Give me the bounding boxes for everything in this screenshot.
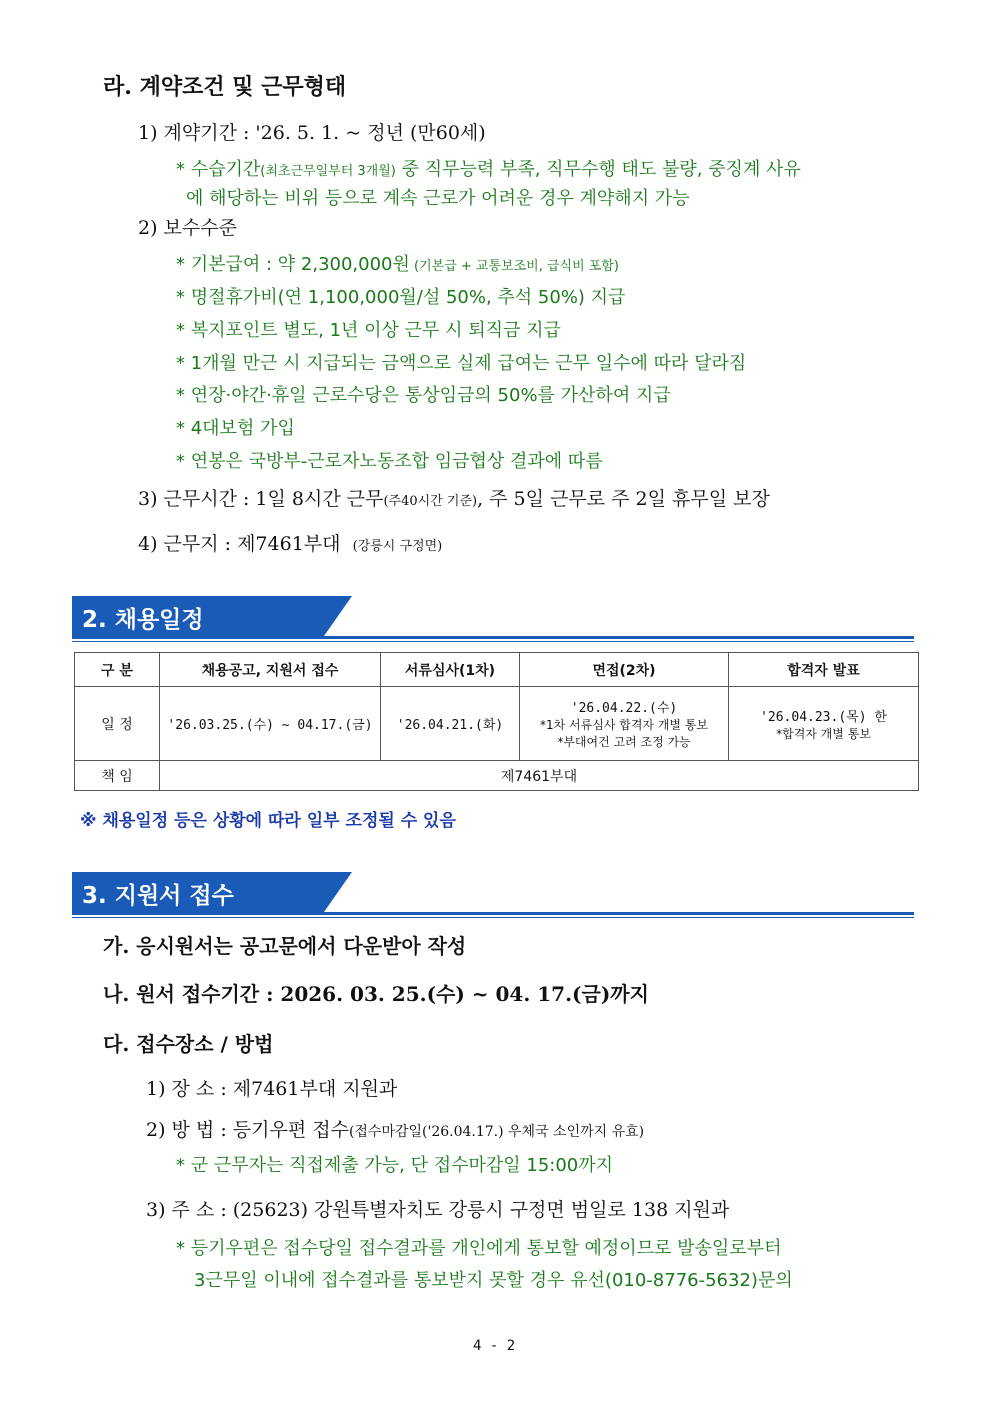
place-line	[138, 529, 442, 556]
schedule-table	[74, 652, 919, 791]
pay-item-main: * 1개월 만근 시 지급되는 금액으로 실제 급여는 근무 일수에 따라 달라짐	[176, 353, 747, 374]
place-sub: (강릉시 구정면)	[352, 539, 443, 554]
table-row	[75, 761, 919, 791]
hours-main: 3) 근무시간 : 1일 8시간 근무	[138, 488, 384, 510]
pay-item	[176, 283, 625, 309]
page-number: 4 - 2	[473, 1338, 516, 1354]
section3-header	[72, 872, 914, 916]
place-main: 4) 근무지 : 제7461부대	[138, 533, 341, 555]
section2-title: 2. 채용일정	[82, 607, 204, 633]
cell-announce: '26.03.25.(수) ~ 04.17.(금)	[160, 687, 381, 761]
item-ga: 가. 응시원서는 공고문에서 다운받아 작성	[103, 934, 467, 958]
th-result: 합격자 발표	[729, 653, 919, 687]
cell-document: '26.04.21.(화)	[381, 687, 520, 761]
address-note-2: 3근무일 이내에 접수결과를 통보받지 못할 경우 유선(010-8776-5632)문의	[194, 1270, 793, 1291]
address-note-1: * 등기우편은 접수당일 접수결과를 개인에게 통보할 예정이므로 발송일로부터	[176, 1238, 782, 1259]
probation-label: * 수습기간	[176, 159, 261, 180]
interview-date: '26.04.22.(수)	[570, 701, 678, 716]
table-row	[75, 687, 919, 761]
probation-line-1	[176, 155, 801, 181]
hours-line	[138, 484, 770, 511]
method-sub: (접수마감일('26.04.17.) 우체국 소인까지 유효)	[348, 1124, 645, 1140]
th-interview: 면접(2차)	[520, 653, 729, 687]
receipt-address: 3) 주 소 : (25623) 강원특별자치도 강릉시 구정면 범일로 138 지원과	[146, 1199, 730, 1221]
cell-responsible: 제7461부대	[160, 761, 919, 791]
pay-item-main: * 기본급여 : 약 2,300,000원	[176, 254, 410, 275]
contract-heading: 라. 계약조건 및 근무형태	[103, 74, 347, 100]
pay-item	[176, 316, 561, 342]
section2-header	[72, 596, 914, 640]
interview-note-1: *1차 서류심사 합격자 개별 통보	[540, 718, 708, 732]
cell-result	[729, 687, 919, 761]
result-date: '26.04.23.(목) 한	[760, 709, 887, 725]
pay-item	[176, 250, 619, 276]
method-main: 2) 방 법 : 등기우편 접수	[146, 1119, 349, 1141]
contract-period: 1) 계약기간 : '26. 5. 1. ~ 정년 (만60세)	[138, 122, 486, 144]
pay-item-sub: (기본급 + 교통보조비, 급식비 포함)	[409, 259, 619, 274]
pay-heading: 2) 보수수준	[138, 217, 237, 239]
pay-item	[176, 381, 671, 407]
hours-rest: , 주 5일 근무로 주 2일 휴무일 보장	[477, 488, 770, 510]
section3-title: 3. 지원서 접수	[82, 883, 234, 909]
pay-item-main: * 복지포인트 별도, 1년 이상 근무 시 퇴직금 지급	[176, 320, 561, 341]
item-na: 나. 원서 접수기간 : 2026. 03. 25.(수) ~ 04. 17.(금)까지	[103, 982, 649, 1006]
th-announce: 채용공고, 지원서 접수	[160, 653, 381, 687]
method-note: * 군 근무자는 직접제출 가능, 단 접수마감일 15:00까지	[176, 1155, 614, 1176]
pay-item-main: * 연장·야간·휴일 근로수당은 통상임금의 50%를 가산하여 지급	[176, 385, 671, 406]
pay-item-main: * 4대보험 가입	[176, 418, 295, 439]
cell-interview	[520, 687, 729, 761]
th-category: 구 분	[75, 653, 160, 687]
pay-item-main: * 연봉은 국방부-근로자노동조합 임금협상 결과에 따름	[176, 451, 603, 472]
pay-item	[176, 414, 295, 440]
result-note: *합격자 개별 통보	[776, 726, 871, 741]
receipt-place: 1) 장 소 : 제7461부대 지원과	[146, 1078, 398, 1100]
row-label-schedule: 일 정	[75, 687, 160, 761]
pay-item-main: * 명절휴가비(연 1,100,000월/설 50%, 추석 50%) 지급	[176, 287, 626, 308]
probation-sub: (최초근무일부터 3개월)	[260, 164, 396, 179]
interview-note-2: *부대여건 고려 조정 가능	[557, 735, 691, 749]
receipt-method	[146, 1115, 644, 1142]
schedule-note: ※ 채용일정 등은 상황에 따라 일부 조정될 수 있음	[80, 811, 456, 831]
probation-rest: 중 직무능력 부족, 직무수행 태도 불량, 중징계 사유	[395, 159, 801, 180]
pay-item	[176, 349, 746, 375]
th-document: 서류심사(1차)	[381, 653, 520, 687]
item-da: 다. 접수장소 / 방법	[103, 1032, 274, 1056]
hours-sub: (주40시간 기준)	[383, 494, 478, 509]
table-header-row	[75, 653, 919, 687]
probation-line-2: 에 해당하는 비위 등으로 계속 근로가 어려운 경우 계약해지 가능	[186, 188, 690, 209]
pay-item	[176, 447, 603, 473]
row-label-responsible: 책 임	[75, 761, 160, 791]
